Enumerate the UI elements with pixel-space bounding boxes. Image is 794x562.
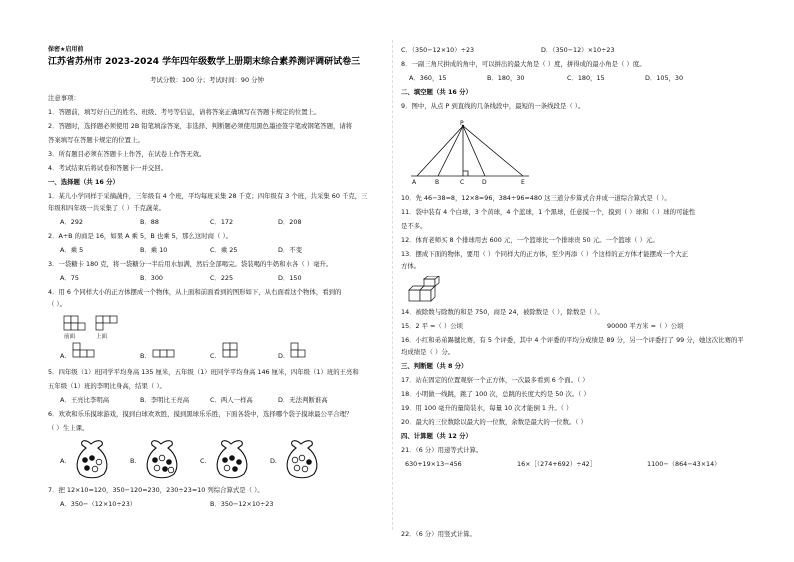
- note-2: 2．答题时，选择题必须使用 2B 铅笔填涂答案，非选择、判断题必须使用黑色墨迹签字笔或钢笔答题，请将: [48, 122, 353, 130]
- q21-text: 21．（6 分）用递等式计算。: [401, 446, 483, 454]
- q10-text: 10．先 46−38=8，12×8=96，384÷96=480 这三道分步算式合并成一道综合算式是（ ）。: [401, 194, 671, 202]
- q5-line2: 五年级（1）班的李明比身高，结果（ ）。: [48, 382, 166, 390]
- q7-option-d[interactable]: D．（350−12）×10÷23: [541, 46, 615, 54]
- q4-option-b[interactable]: B.: [140, 352, 147, 360]
- q6-line1: 6．欢欢和乐乐摸球游戏，摸到白球欢欢胜，摸到黑球乐乐胜，下面各袋中，选择哪个袋子摸球最公平合理？: [48, 410, 353, 418]
- q2-option-b[interactable]: B．乘 10: [140, 246, 168, 254]
- q4-option-c-figure: [222, 342, 248, 360]
- q9-point-p: P: [460, 120, 464, 127]
- section-calc-heading: 四、计算题（共 12 分）: [401, 432, 472, 440]
- section-judge-heading: 三、判断题（共 8 分）: [401, 362, 468, 370]
- q2-option-c[interactable]: C．乘 25: [210, 246, 238, 254]
- q8-option-b[interactable]: B．180，30: [487, 74, 525, 82]
- q22-text: 22．（6 分）用竖式计算。: [401, 530, 476, 538]
- q1-line2: 年级和四年级一共采集了（ ）千克蔬菜。: [48, 204, 166, 212]
- q2-option-a[interactable]: A．乘 5: [60, 246, 84, 254]
- q5-option-b[interactable]: B．李明比王亮高: [140, 396, 190, 404]
- q8-text: 8．一副三角尺拼成的角中，可以拼出的最大角是（ ）度，拼得成的最小角是（ ）度。: [401, 60, 646, 68]
- q6-line2: （ ）生上课。: [48, 424, 89, 432]
- q9-text: 9．图中，从点 P 到直线的几条线段中，最短的一条线段是（ ）。: [401, 102, 585, 110]
- q3-option-c[interactable]: C．225: [210, 274, 234, 282]
- q4-option-d-figure: [290, 342, 316, 360]
- q12-text: 12．体育老师买 8 个排球用去 600 元，一个篮球比一个排球贵 50 元。一个篮球（ ）元。: [401, 236, 659, 244]
- q4-line2: （ ）。: [48, 300, 67, 308]
- q1-option-c[interactable]: C．172: [210, 218, 234, 226]
- section-choice-heading: 一、选择题（共 16 分）: [48, 178, 119, 186]
- q9-point-b: B: [435, 179, 440, 186]
- q19-text: 19．用 100 毫升的量筒装水，每量 10 次才能倒 1 升。（ ）: [401, 404, 573, 412]
- section-fill-heading: 二、填空题（共 16 分）: [401, 88, 472, 96]
- q16-line1: 16．小红和弟弟踢毽比赛，有 5 个评委，其中 4 个评委的平均分成绩是 89 分，另一个评委打了 99 分，她这次比赛的平: [401, 336, 744, 344]
- q5-option-d[interactable]: D．无法判断谁高: [278, 396, 328, 404]
- q1-line1: 1．某儿小学同样于采摘蔬件，三年级有 4 个班，平均每班采集 28 千克；四年级有 3 个班，共采集 60 千克，三: [48, 192, 368, 200]
- q20-text: 20．最大的三位数除以最大的一位数，余数是最大的一位数。（ ）: [401, 418, 587, 426]
- q6-bag-b-icon: [140, 436, 182, 480]
- note-3: 3．所有题目必须在答题卡上作答，在试卷上作答无效。: [48, 150, 206, 158]
- q5-option-a[interactable]: A．王亮比李明高: [60, 396, 110, 404]
- q3-option-b[interactable]: B．300: [140, 274, 163, 282]
- q16-line2: 均成绩是（ ）分。: [401, 348, 455, 356]
- q9-point-d: D: [482, 179, 487, 186]
- note-2-cont: 答案填写在答题卡规定的位置上。: [48, 136, 144, 144]
- q7-option-a[interactable]: A．350−（12×10÷23）: [60, 500, 137, 508]
- q6-option-d[interactable]: D.: [270, 457, 277, 465]
- q15-part1: 15．2 平 =（ ）公顷: [401, 322, 463, 330]
- q8-option-c[interactable]: C．180，15: [567, 74, 605, 82]
- q2-text: 2．A÷B 的商是 16，如果 A 乘 5，B 也乘 5，那么这时商（ ）。: [48, 232, 233, 240]
- q18-text: 18．小明做一线跳，跳了 100 次，总跳的长度大约是 50 次。（ ）: [401, 390, 590, 398]
- q9-point-a: A: [412, 179, 417, 186]
- confidential-label: 保密★启用前: [48, 46, 84, 53]
- notes-heading: 注意事项：: [48, 94, 80, 102]
- q4-top-view-label: 上面: [96, 334, 108, 340]
- q6-option-c[interactable]: C.: [200, 457, 207, 465]
- exam-info: 考试分数：100 分；考试时间：90 分钟: [150, 76, 264, 84]
- q6-bag-c-icon: [210, 436, 252, 480]
- q5-option-c[interactable]: C．两人一样高: [210, 396, 253, 404]
- q21-expr-1: 630+19×13−456: [405, 460, 462, 468]
- q4-option-b-figure: [152, 342, 178, 360]
- exam-title: 江苏省苏州市 2023-2024 学年四年级数学上册期末综合素养测评调研试卷三: [48, 57, 361, 67]
- q4-line1: 4．用 6 个同样大小的正方体摆成一个物体，从上面和前面看到的图形如下，从右面看这个物体，看到的: [48, 288, 342, 296]
- note-4: 4．考试结束后将试卷和答题卡一并交回。: [48, 164, 168, 172]
- q4-option-c[interactable]: C.: [210, 352, 217, 360]
- q4-front-view-label: 前面: [64, 334, 76, 340]
- q13-cubes-figure: [407, 276, 447, 306]
- q7-option-b[interactable]: B．350−12×10÷23: [210, 500, 274, 508]
- q7-option-c[interactable]: C．（350−12×10）÷23: [401, 46, 475, 54]
- q13-line1: 13．摆成下面的物体，要用（ ）个同样大的正方体，至少再添（ ）个这样的正方体才能摆成一个大正: [401, 250, 688, 258]
- q9-lines-figure: [405, 120, 535, 190]
- q8-option-a[interactable]: A．360，15: [409, 74, 447, 82]
- q17-text: 17．站在固定的位置观察一个正方体，一次最多看到 6 个面。（ ）: [401, 376, 589, 384]
- q6-bag-a-icon: [70, 436, 112, 480]
- q9-point-e: E: [521, 179, 525, 186]
- column-divider: [392, 40, 393, 530]
- q3-option-a[interactable]: A．75: [60, 274, 79, 282]
- q21-expr-3: 1100−（864−43×14）: [647, 460, 721, 468]
- q6-option-b[interactable]: B.: [130, 457, 137, 465]
- right-column: [397, 0, 787, 562]
- q3-option-d[interactable]: D．150: [278, 274, 302, 282]
- q4-option-a-figure: [72, 342, 98, 360]
- q6-option-a[interactable]: A.: [60, 457, 67, 465]
- q8-option-d[interactable]: D．105，30: [645, 74, 684, 82]
- q2-option-d[interactable]: D．不变: [278, 246, 303, 254]
- note-1: 1．答题前，填写好自己的姓名、班级、考号等信息，请将答案正确填写在答题卡规定的位置上。: [48, 108, 321, 116]
- q1-option-d[interactable]: D．208: [278, 218, 302, 226]
- q5-line1: 5．四年级（1）班同学平均身高 135 厘米，五年级（1）班同学平均身高 146 厘米，四年级（1）班的王亮和: [48, 368, 359, 376]
- q3-text: 3．一袋糖卡 180 克，将一袋糖分一半后用水加满，然后全部喝完。袋装喝的牛奶和水各（ ）毫升。: [48, 260, 333, 268]
- q15-part2: 90000 平方米 =（ ）公顷: [607, 322, 684, 330]
- q11-line1: 11．袋中装有 4 个白球，3 个黄球，4 个蓝球，1 个黑球，任意摸一个，摸到（ ）球和（ ）球的可能性: [401, 208, 696, 216]
- q1-option-a[interactable]: A．292: [60, 218, 83, 226]
- q4-option-a[interactable]: A.: [60, 352, 67, 360]
- q1-option-b[interactable]: B．88: [140, 218, 159, 226]
- q9-point-c: C: [460, 179, 465, 186]
- q11-line2: 是不多。: [401, 222, 427, 230]
- q7-text: 7．把 12×10=120，350−120=230，230÷23=10 列综合算式是（ ）。: [48, 486, 264, 494]
- q13-line2: 方体。: [401, 262, 421, 270]
- q21-expr-2: 16×［（274+692）÷42］: [517, 460, 597, 468]
- q14-text: 14．被除数与除数的和是 750，商是 24，被除数是（ ），除数是（ ）。: [401, 308, 604, 316]
- q6-bag-d-icon: [280, 436, 322, 480]
- left-column: [0, 0, 380, 562]
- q4-option-d[interactable]: D.: [278, 352, 285, 360]
